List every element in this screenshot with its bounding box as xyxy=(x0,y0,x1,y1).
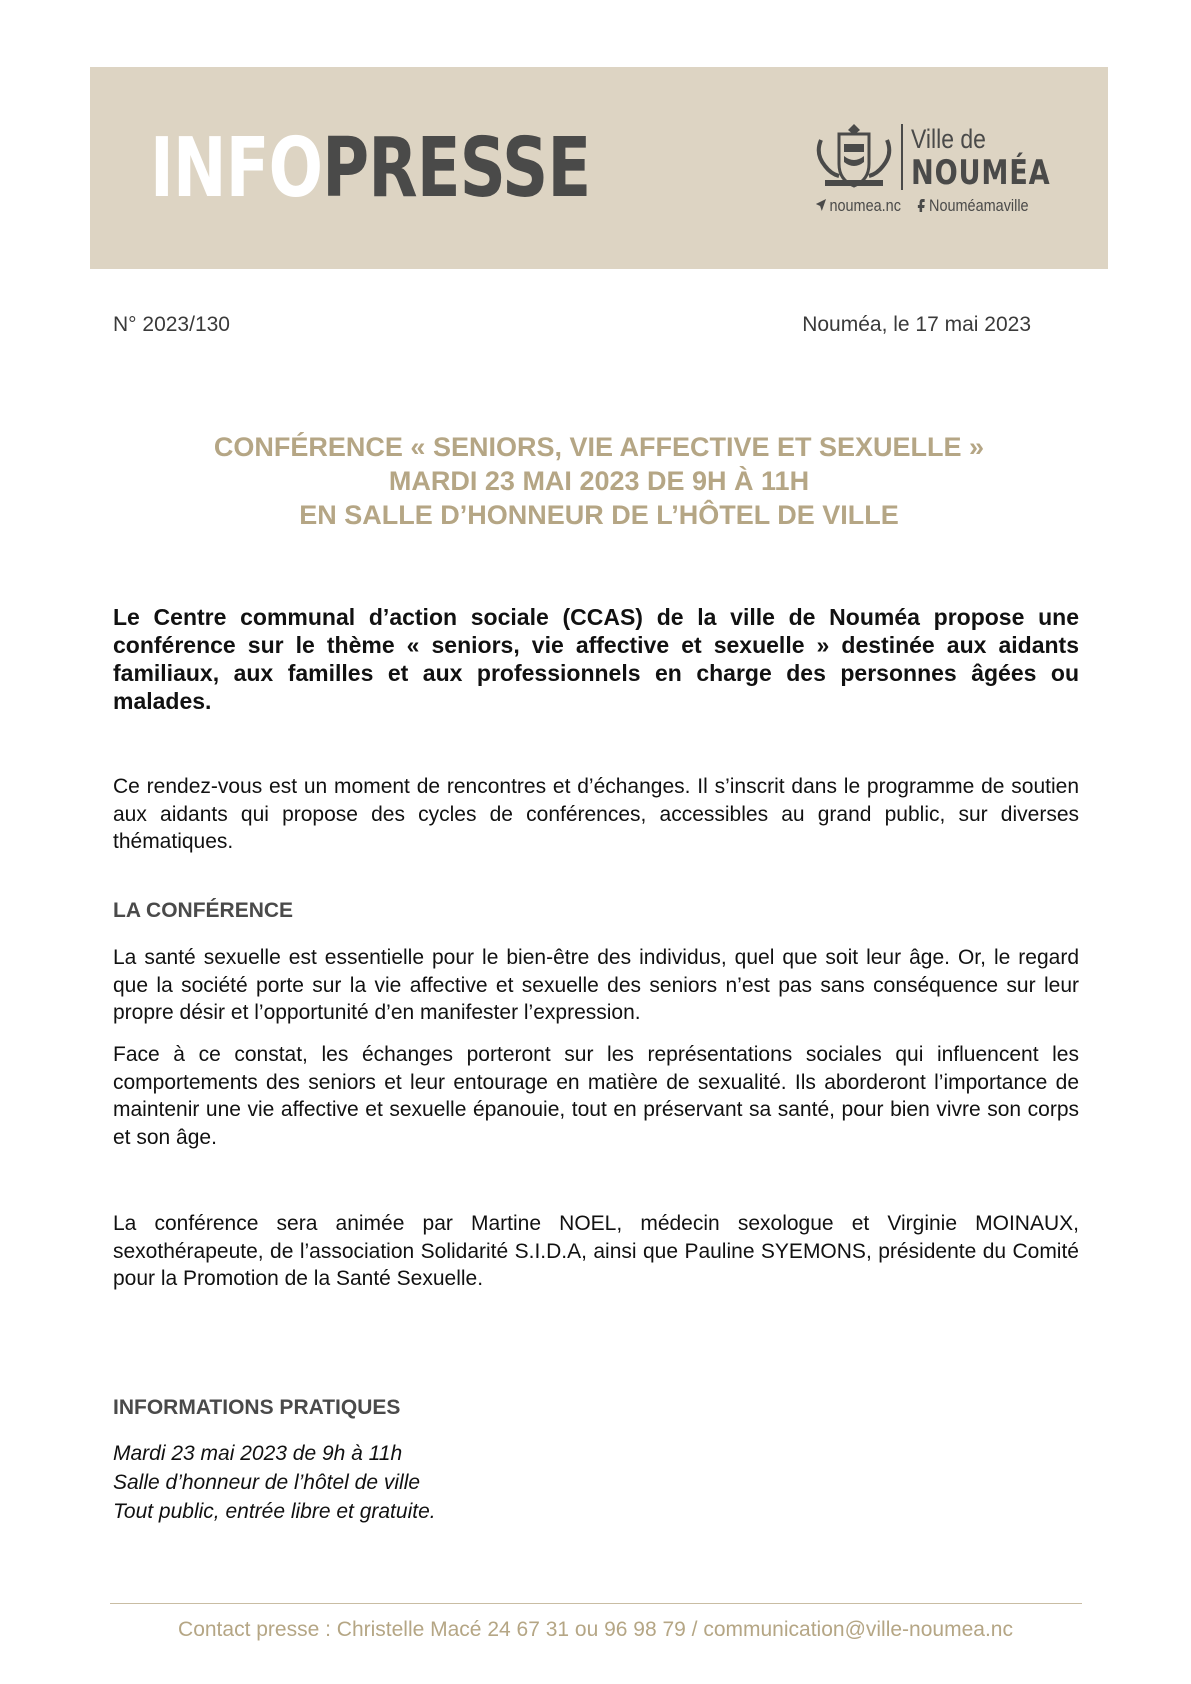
place-date: Nouméa, le 17 mai 2023 xyxy=(802,313,1031,336)
lead-paragraph: Le Centre communal d’action sociale (CCAS) de la ville de Nouméa propose une conférence sur le thème « seniors, vie affective et sexuelle » destinée aux aidants familiaux, aux familles et aux professionnels en charge des personnes âgées ou malades. xyxy=(113,604,1079,714)
city-crest-icon xyxy=(815,122,893,192)
practical-access: Tout public, entrée libre et gratuite. xyxy=(113,1500,436,1523)
press-release-number: N° 2023/130 xyxy=(113,313,230,336)
practical-date: Mardi 23 mai 2023 de 9h à 11h xyxy=(113,1442,403,1465)
brand-info: INFO xyxy=(150,121,323,216)
intro-paragraph: Ce rendez-vous est un moment de rencontres et d’échanges. Il s’inscrit dans le programme de soutien aux aidants qui propose des cycles de conférences, accessibles au grand public, sur diverses thématiques. xyxy=(113,775,1079,853)
conference-paragraph-1: La santé sexuelle est essentielle pour le bien-être des individus, quel que soit leur âge. Or, le regard que la société porte sur la vie affective et sexuelle des seniors n’est pas sans conséquence sur leur propre désir et l’opportunité d’en manifester l’expression. xyxy=(113,946,1079,1024)
conference-paragraph-3: La conférence sera animée par Martine NOEL, médecin sexologue et Virginie MOINAUX, sexothérapeute, de l’association Solidarité S.I.D.A, ainsi que Pauline SYEMONS, présidente du Comité pour la Promotion de la Santé Sexuelle. xyxy=(113,1212,1079,1290)
infopresse-wordmark xyxy=(150,121,591,216)
document-title xyxy=(90,430,1108,532)
logo-website-link[interactable]: noumea.nc xyxy=(829,196,901,215)
title-line-3: EN SALLE D’HONNEUR DE L’HÔTEL DE VILLE xyxy=(299,500,899,530)
cursor-arrow-icon xyxy=(815,198,827,212)
brand-presse: PRESSE xyxy=(322,121,591,216)
logo-ville-de: Ville de xyxy=(911,124,986,154)
logo-facebook-link[interactable]: Nouméamaville xyxy=(929,196,1029,215)
conference-heading: LA CONFÉRENCE xyxy=(113,899,294,922)
footer-divider xyxy=(110,1603,1082,1604)
logo-city-name: NOUMÉA xyxy=(911,153,1051,193)
facebook-icon xyxy=(915,198,927,212)
conference-paragraph-2: Face à ce constat, les échanges porteront sur les représentations sociales qui influencent les comportements des seniors et leur entourage en matière de sexualité. Ils aborderont l’importance de maintenir une vie affective et sexuelle épanouie, tout en préservant sa santé, pour bien vivre son corps et son âge. xyxy=(113,1043,1079,1149)
practical-info-heading: INFORMATIONS PRATIQUES xyxy=(113,1396,401,1419)
title-line-2: MARDI 23 MAI 2023 DE 9H À 11H xyxy=(388,466,810,496)
press-contact: Contact presse : Christelle Macé 24 67 31 ou 96 98 79 / communication@ville-noumea.nc xyxy=(178,1618,1013,1641)
practical-info xyxy=(113,1439,436,1526)
city-logo xyxy=(815,118,1055,218)
logo-divider xyxy=(901,124,903,190)
practical-location: Salle d’honneur de l’hôtel de ville xyxy=(113,1471,421,1494)
title-line-1: CONFÉRENCE « SENIORS, VIE AFFECTIVE ET SEXUELLE » xyxy=(213,432,985,462)
logo-links xyxy=(815,196,1029,216)
